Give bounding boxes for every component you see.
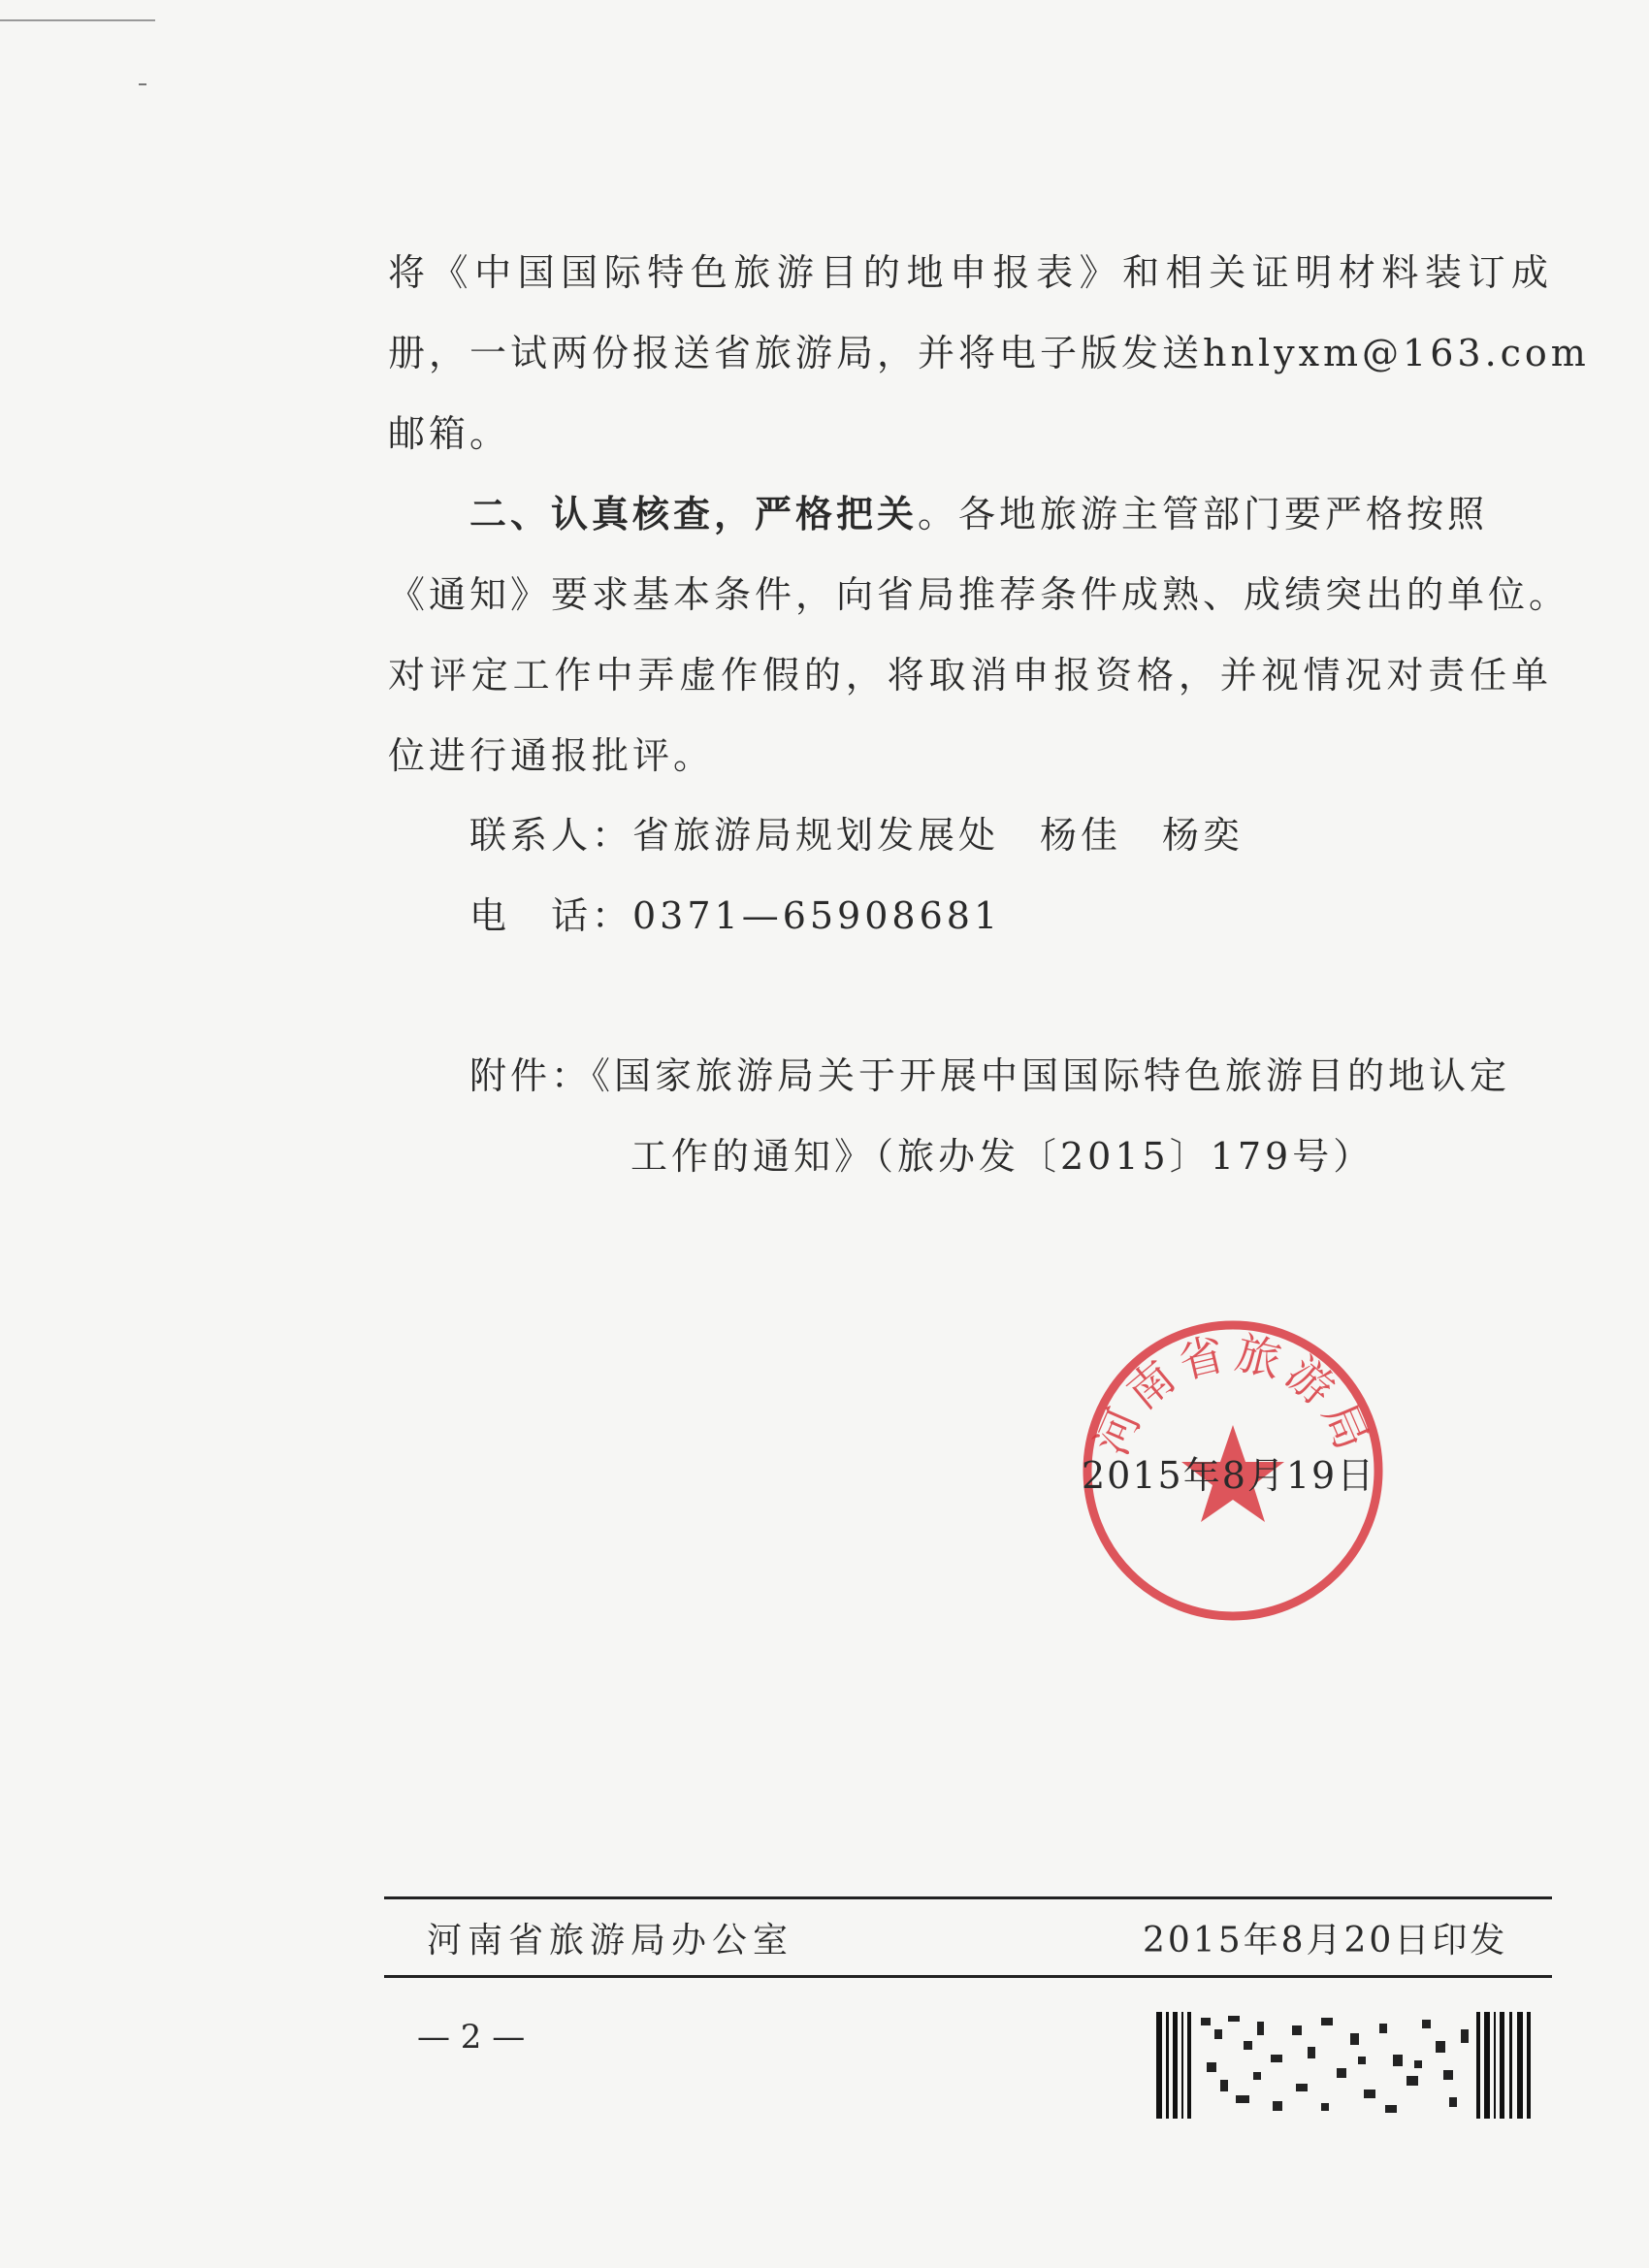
issuer: 河南省旅游局办公室: [427, 1921, 794, 1960]
paragraph-line: 位进行通报批评。: [388, 734, 715, 777]
barcode-icon: [1156, 2012, 1536, 2119]
attachment-line: 工作的通知》（旅办发〔2015〕179号）: [630, 1135, 1374, 1178]
paragraph-line: 《通知》要求基本条件，向省局推荐条件成熟、成绩突出的单位。: [388, 573, 1570, 616]
stamp-text: 河南省旅游局: [1084, 1326, 1381, 1463]
signature-date: 2015年8月19日: [1082, 1454, 1376, 1497]
contact-line: 联系人：省旅游局规划发展处 杨佳 杨奕: [469, 814, 1245, 857]
print-date: 2015年8月20日印发: [1143, 1921, 1508, 1960]
paragraph-line: 将《中国国际特色旅游目的地申报表》和相关证明材料装订成: [388, 251, 1552, 294]
paragraph-line: 对评定工作中弄虚作假的，将取消申报资格，并视情况对责任单: [388, 654, 1552, 697]
divider: [384, 1896, 1552, 1899]
section-heading: 二、认真核查，严格把关: [469, 492, 919, 535]
attachment-line: 附件：《国家旅游局关于开展中国国际特色旅游目的地认定: [469, 1054, 1511, 1097]
section-heading-line: [469, 488, 1552, 540]
section-text: 。各地旅游主管部门要严格按照: [918, 493, 1489, 535]
scan-edge-mark: [0, 19, 155, 21]
divider: [384, 1975, 1552, 1978]
scan-edge-mark: [139, 83, 146, 85]
page-number: — 2 —: [417, 2018, 526, 2057]
paragraph-line: 邮箱。: [388, 412, 511, 455]
paragraph-line: 册，一试两份报送省旅游局，并将电子版发送hnlyxm@163.com: [388, 332, 1590, 374]
phone-line: 电 话：0371—65908681: [469, 894, 1002, 937]
